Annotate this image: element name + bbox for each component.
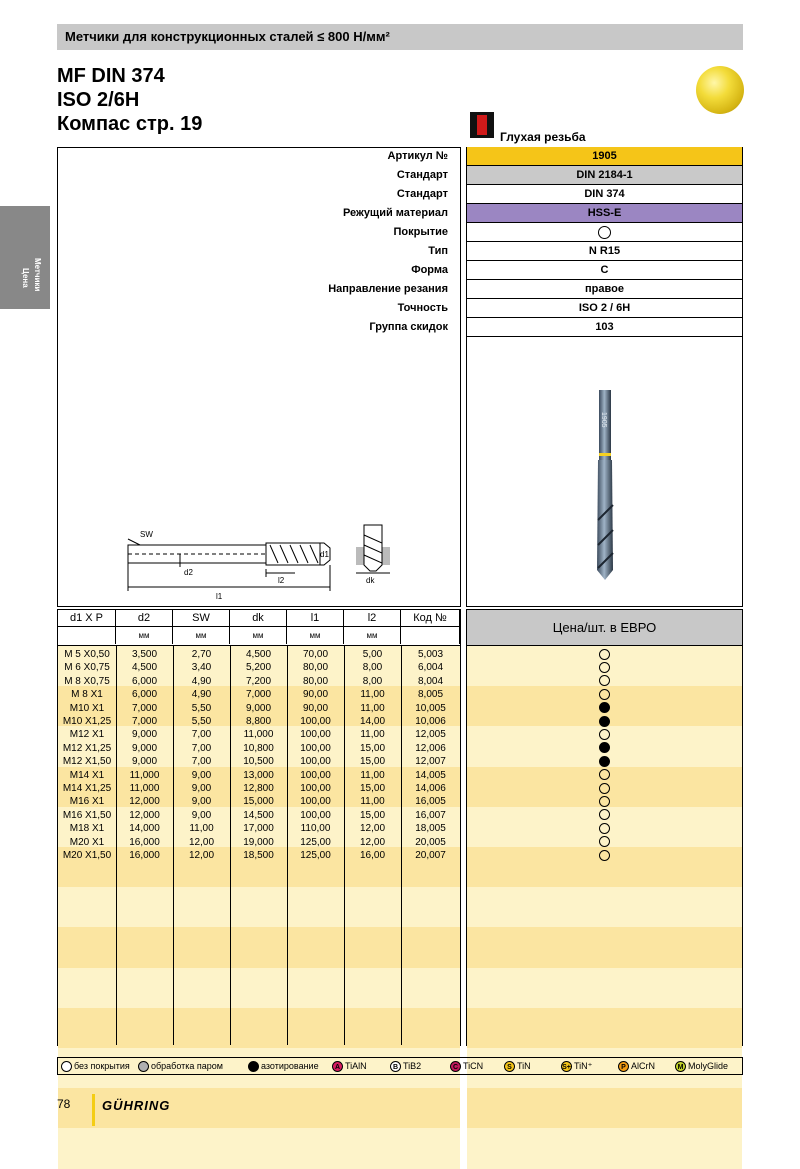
property-label: Направление резания — [328, 283, 448, 295]
legend-item — [561, 1060, 592, 1073]
table-cell: 12,00 — [359, 836, 386, 848]
column-unit: мм — [287, 627, 344, 644]
uncoated-status-icon — [599, 783, 610, 794]
column-header: Код № — [401, 610, 460, 627]
price-row — [467, 822, 742, 835]
row-band — [58, 927, 460, 967]
price-row — [467, 836, 742, 849]
column-unit — [58, 627, 116, 644]
table-cell: 10,500 — [243, 756, 274, 768]
legend-coating-icon: P — [618, 1061, 629, 1072]
table-cell: M14 X1,25 — [62, 783, 112, 794]
table-cell: 6,000 — [131, 689, 158, 701]
product-titles — [57, 64, 202, 136]
label-sw: SW — [140, 530, 153, 539]
property-value: N R15 — [467, 242, 742, 261]
table-header — [58, 610, 460, 646]
legend-label: TiN — [517, 1061, 531, 1071]
table-cell: 70,00 — [302, 649, 329, 660]
table-cell: 2,70 — [191, 649, 212, 660]
legend-coating-icon: B — [390, 1061, 401, 1072]
table-cell: 5,200 — [245, 662, 272, 674]
table-cell: M10 X1,25 — [62, 716, 112, 727]
table-cell: M16 X1 — [69, 796, 105, 808]
coating-legend — [57, 1057, 743, 1075]
table-row — [58, 728, 460, 741]
price-row — [467, 702, 742, 715]
row-band — [467, 968, 742, 1008]
property-value: ISO 2 / 6H — [467, 299, 742, 318]
table-cell: 3,40 — [191, 662, 212, 674]
thread-type-label: Глухая резьба — [500, 130, 586, 144]
nitrided-status-icon — [599, 716, 610, 727]
table-cell: 10,005 — [415, 702, 446, 714]
table-cell: 100,00 — [300, 769, 331, 781]
property-value: правое — [467, 280, 742, 299]
uncoated-status-icon — [599, 662, 610, 673]
legend-label: AlCrN — [631, 1061, 655, 1071]
table-cell: 12,007 — [415, 756, 446, 768]
table-cell: 9,00 — [191, 783, 212, 794]
column-unit: мм — [173, 627, 230, 644]
table-cell: 11,00 — [360, 689, 385, 701]
table-row — [58, 809, 460, 822]
table-cell: 19,000 — [243, 836, 274, 848]
legend-item — [248, 1060, 319, 1073]
table-cell: 4,90 — [191, 675, 212, 687]
table-cell: 13,000 — [243, 769, 274, 781]
legend-item — [675, 1060, 728, 1073]
table-cell: 9,00 — [191, 769, 212, 781]
price-row — [467, 688, 742, 701]
header-bar — [57, 24, 743, 50]
price-row — [467, 849, 742, 862]
table-cell: 15,000 — [243, 796, 274, 808]
table-row — [58, 715, 460, 728]
property-label: Покрытие — [393, 226, 448, 238]
table-cell: 110,00 — [300, 823, 331, 835]
table-cell: 12,000 — [129, 796, 160, 808]
table-cell: 15,00 — [359, 742, 386, 754]
table-cell: 17,000 — [243, 823, 274, 835]
table-cell: 3,500 — [131, 649, 158, 660]
table-row — [58, 648, 460, 661]
table-cell: 12,00 — [359, 823, 386, 835]
table-cell: M16 X1,50 — [62, 809, 112, 821]
legend-item — [332, 1060, 367, 1073]
row-band — [467, 1088, 742, 1128]
table-row — [58, 782, 460, 795]
price-header: Цена/шт. в ЕВРО — [467, 610, 742, 646]
price-row — [467, 795, 742, 808]
property-label: Тип — [428, 245, 448, 257]
price-row — [467, 782, 742, 795]
table-row — [58, 822, 460, 835]
legend-coating-icon: M — [675, 1061, 686, 1072]
legend-label: TiCN — [463, 1061, 484, 1071]
price-table — [466, 609, 743, 1046]
table-cell: 5,50 — [191, 702, 212, 714]
table-cell: 4,90 — [191, 689, 212, 701]
table-cell: 90,00 — [302, 702, 329, 714]
tap-drawing — [120, 515, 460, 605]
table-cell: M10 X1 — [69, 702, 105, 714]
legend-coating-icon: A — [332, 1061, 343, 1072]
uncoated-status-icon — [599, 850, 610, 861]
table-cell: 12,000 — [129, 809, 160, 821]
table-row — [58, 688, 460, 701]
table-cell: 11,000 — [129, 783, 160, 794]
column-unit: мм — [116, 627, 173, 644]
nitrided-status-icon — [599, 742, 610, 753]
footer-accent-bar — [92, 1094, 95, 1126]
price-row — [467, 648, 742, 661]
header-title: Метчики для конструкционных сталей ≤ 800 Н/мм² — [65, 29, 390, 44]
table-cell: 100,00 — [300, 756, 331, 768]
table-cell: 80,00 — [302, 662, 329, 674]
yellow-ball-icon — [696, 66, 744, 114]
property-value — [467, 223, 742, 242]
table-cell: 11,00 — [360, 769, 385, 781]
row-band — [58, 1128, 460, 1168]
legend-coating-icon — [248, 1061, 259, 1072]
table-cell: 4,500 — [131, 662, 158, 674]
table-cell: M12 X1 — [69, 729, 105, 741]
property-value: HSS-E — [467, 204, 742, 223]
table-cell: 100,00 — [300, 783, 331, 794]
blind-hole-icon — [470, 112, 494, 138]
table-cell: 9,000 — [131, 756, 158, 768]
table-cell: 80,00 — [302, 675, 329, 687]
table-row — [58, 755, 460, 768]
table-cell: 10,800 — [243, 742, 274, 754]
table-cell: 12,800 — [243, 783, 274, 794]
table-cell: M 6 X0,75 — [64, 662, 110, 674]
row-band — [467, 1008, 742, 1048]
table-cell: 7,00 — [191, 729, 212, 741]
column-unit: мм — [344, 627, 401, 644]
column-header: SW — [173, 610, 230, 627]
table-cell: M 5 X0,50 — [64, 649, 110, 660]
table-cell: M18 X1 — [69, 823, 105, 835]
table-cell: 14,500 — [243, 809, 274, 821]
table-cell: 100,00 — [300, 716, 331, 727]
price-row — [467, 809, 742, 822]
table-row — [58, 795, 460, 808]
label-l1: l1 — [216, 592, 223, 601]
label-l2: l2 — [278, 576, 285, 585]
table-cell: 10,006 — [415, 716, 446, 727]
legend-coating-icon — [138, 1061, 149, 1072]
table-cell: 20,007 — [415, 850, 446, 861]
property-value: C — [467, 261, 742, 280]
legend-item — [61, 1060, 130, 1073]
table-cell: 7,000 — [131, 716, 158, 727]
table-row — [58, 675, 460, 688]
table-cell: 5,50 — [191, 716, 212, 727]
column-header: l2 — [344, 610, 401, 627]
table-row — [58, 702, 460, 715]
row-band — [467, 887, 742, 927]
table-row — [58, 836, 460, 849]
table-cell: 11,00 — [189, 823, 214, 835]
table-cell: 8,00 — [362, 662, 383, 674]
legend-label: MolyGlide — [688, 1061, 729, 1071]
table-row — [58, 742, 460, 755]
column-unit — [401, 627, 460, 644]
table-cell: M12 X1,50 — [62, 756, 112, 768]
table-cell: 9,000 — [131, 729, 158, 741]
uncoated-status-icon — [599, 649, 610, 660]
column-header: d2 — [116, 610, 173, 627]
uncoated-circle-icon — [598, 226, 611, 239]
table-cell: 15,00 — [359, 783, 386, 794]
uncoated-status-icon — [599, 796, 610, 807]
column-unit: мм — [230, 627, 287, 644]
row-band — [58, 1008, 460, 1048]
table-cell: 8,00 — [362, 675, 383, 687]
column-header: l1 — [287, 610, 344, 627]
property-label: Точность — [397, 302, 448, 314]
title-line-3: Компас стр. 19 — [57, 113, 203, 135]
nitrided-status-icon — [599, 702, 610, 713]
table-cell: 9,000 — [245, 702, 272, 714]
uncoated-status-icon — [599, 836, 610, 847]
property-value: DIN 374 — [467, 185, 742, 204]
legend-label: TiB2 — [403, 1061, 422, 1071]
table-cell: 8,800 — [245, 716, 272, 727]
legend-item — [138, 1060, 223, 1073]
row-band — [58, 887, 460, 927]
table-cell: M12 X1,25 — [62, 742, 112, 754]
table-cell: M20 X1 — [69, 836, 105, 848]
label-d1: d1 — [320, 550, 329, 559]
label-dk: dk — [366, 576, 375, 585]
table-row — [58, 769, 460, 782]
table-cell: 7,000 — [245, 689, 272, 701]
price-row — [467, 755, 742, 768]
table-cell: 11,000 — [243, 729, 274, 741]
uncoated-status-icon — [599, 729, 610, 740]
property-value: 103 — [467, 318, 742, 337]
legend-coating-icon: S — [504, 1061, 515, 1072]
price-row — [467, 742, 742, 755]
column-header: d1 X P — [58, 610, 116, 627]
price-row — [467, 675, 742, 688]
table-cell: M 8 X1 — [71, 689, 103, 701]
table-cell: 8,005 — [417, 689, 444, 701]
tool-photo — [585, 380, 625, 590]
table-cell: 9,00 — [191, 809, 212, 821]
label-d2: d2 — [184, 568, 193, 577]
uncoated-status-icon — [599, 689, 610, 700]
nitrided-status-icon — [599, 756, 610, 767]
uncoated-status-icon — [599, 809, 610, 820]
table-cell: 11,00 — [360, 702, 385, 714]
legend-label: TiN⁺ — [574, 1061, 593, 1071]
legend-label: без покрытия — [74, 1061, 130, 1071]
property-label: Артикул № — [387, 150, 448, 162]
property-label: Стандарт — [396, 169, 448, 181]
table-cell: M20 X1,50 — [62, 850, 112, 861]
side-tab-line2: Цена — [21, 268, 30, 288]
table-cell: 100,00 — [300, 729, 331, 741]
price-row — [467, 728, 742, 741]
uncoated-status-icon — [599, 675, 610, 686]
table-row — [58, 661, 460, 674]
property-value: DIN 2184-1 — [467, 166, 742, 185]
dimensions-table — [57, 609, 461, 1046]
table-cell: 11,00 — [360, 729, 385, 741]
table-cell: 16,007 — [415, 809, 446, 821]
column-header: dk — [230, 610, 287, 627]
legend-item — [390, 1060, 421, 1073]
title-line-1: MF DIN 374 — [57, 65, 165, 87]
table-cell: 14,006 — [415, 783, 446, 794]
table-cell: 15,00 — [359, 756, 386, 768]
table-cell: 4,500 — [245, 649, 272, 660]
legend-item — [504, 1060, 531, 1073]
brand-logo: GÜHRING — [102, 1098, 171, 1113]
table-cell: 15,00 — [359, 809, 386, 821]
legend-label: азотирование — [261, 1061, 319, 1071]
table-cell: 100,00 — [300, 809, 331, 821]
table-cell: 20,005 — [415, 836, 446, 848]
legend-item — [618, 1060, 655, 1073]
table-row — [58, 849, 460, 862]
table-cell: 16,000 — [129, 850, 160, 861]
table-cell: 6,000 — [131, 675, 158, 687]
page-number: 78 — [57, 1097, 71, 1111]
property-value: 1905 — [467, 147, 742, 166]
table-cell: 12,00 — [188, 850, 215, 861]
table-cell: 7,00 — [191, 756, 212, 768]
table-cell: 11,000 — [129, 769, 160, 781]
table-cell: M14 X1 — [69, 769, 105, 781]
table-cell: 12,005 — [415, 729, 446, 741]
table-cell: 12,006 — [415, 742, 446, 754]
table-cell: M 8 X0,75 — [64, 675, 110, 687]
legend-label: обработка паром — [151, 1061, 223, 1071]
side-tab[interactable] — [0, 206, 50, 309]
table-cell: 16,005 — [415, 796, 446, 808]
legend-coating-icon: C — [450, 1061, 461, 1072]
table-cell: 16,000 — [129, 836, 160, 848]
property-label: Группа скидок — [369, 321, 448, 333]
table-cell: 6,004 — [417, 662, 444, 674]
property-label: Режущий материал — [342, 207, 448, 219]
table-cell: 7,200 — [245, 675, 272, 687]
table-cell: 9,00 — [191, 796, 212, 808]
table-cell: 125,00 — [300, 836, 331, 848]
side-tab-line1: Метчики — [33, 258, 42, 292]
table-cell: 18,500 — [243, 850, 274, 861]
price-row — [467, 769, 742, 782]
price-row — [467, 661, 742, 674]
table-cell: 7,000 — [131, 702, 158, 714]
property-label: Форма — [411, 264, 448, 276]
tool-label: 1905 — [600, 412, 607, 428]
price-row — [467, 715, 742, 728]
row-band — [58, 968, 460, 1008]
legend-item — [450, 1060, 483, 1073]
table-cell: 5,003 — [417, 649, 444, 660]
table-cell: 90,00 — [302, 689, 329, 701]
table-cell: 14,00 — [359, 716, 386, 727]
table-cell: 18,005 — [415, 823, 446, 835]
uncoated-status-icon — [599, 769, 610, 780]
table-cell: 7,00 — [191, 742, 212, 754]
table-cell: 12,00 — [188, 836, 215, 848]
row-band — [467, 1128, 742, 1168]
table-cell: 16,00 — [359, 850, 386, 861]
table-cell: 100,00 — [300, 796, 331, 808]
legend-label: TiAlN — [345, 1061, 367, 1071]
uncoated-status-icon — [599, 823, 610, 834]
legend-coating-icon — [61, 1061, 72, 1072]
table-cell: 8,004 — [417, 675, 444, 687]
property-label: Стандарт — [396, 188, 448, 200]
table-cell: 5,00 — [362, 649, 383, 660]
table-cell: 125,00 — [300, 850, 331, 861]
row-band — [467, 927, 742, 967]
table-cell: 14,005 — [415, 769, 446, 781]
table-cell: 100,00 — [300, 742, 331, 754]
table-cell: 9,000 — [131, 742, 158, 754]
legend-coating-icon: S+ — [561, 1061, 572, 1072]
table-cell: 14,000 — [129, 823, 160, 835]
title-line-2: ISO 2/6H — [57, 89, 140, 111]
table-cell: 11,00 — [360, 796, 385, 808]
